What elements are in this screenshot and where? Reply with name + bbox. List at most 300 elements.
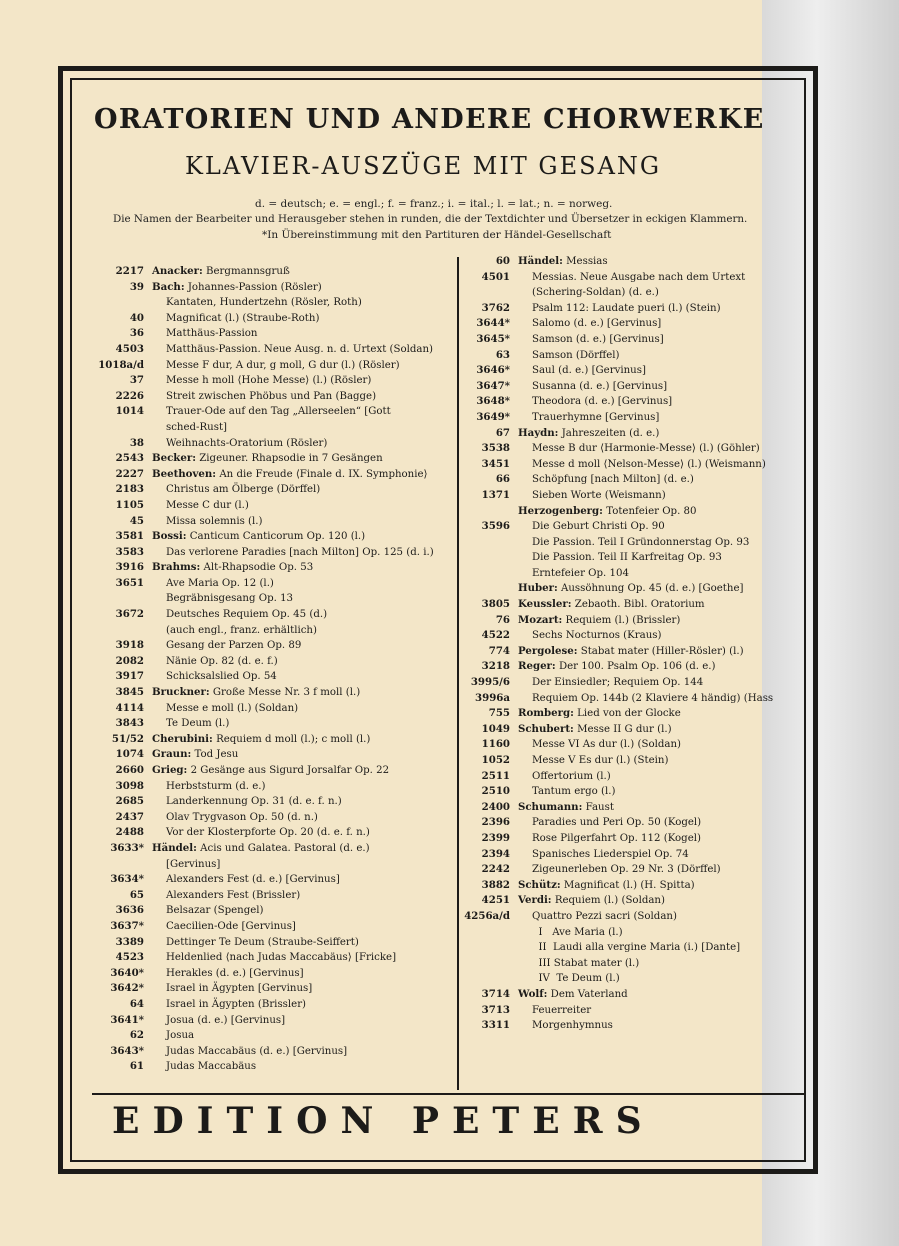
work-title: Messe C dur (l.) [166,499,249,511]
work-title: Johannes-Passion (Rösler) [187,281,322,293]
work-title: An die Freude ⟨Finale d. IX. Symphonie⟩ [219,468,428,480]
catalog-work [518,379,667,395]
catalog-entry [462,472,802,488]
right-catalog-column [462,254,802,1034]
catalog-number: 4503 [115,342,144,355]
catalog-entry [462,847,802,863]
catalog-entry [462,535,802,551]
catalog-number: 3644* [476,317,510,330]
catalog-entry [462,644,802,660]
catalog-entry [96,482,451,498]
catalog-entry [462,691,802,707]
catalog-number: 62 [129,1029,144,1042]
composer-name: Pergolese: [518,644,578,657]
catalog-entry [96,514,451,530]
catalog-work [152,467,427,483]
catalog-work [152,436,327,452]
work-title: Messe e moll (l.) (Soldan) [166,702,299,714]
catalog-entry [462,753,802,769]
catalog-number: 3640* [110,966,144,979]
catalog-number: 1160 [481,738,510,751]
handel-note: *In Übereinstimmung mit den Partituren der Händel-Gesellschaft [262,229,612,241]
catalog-entry [96,701,451,717]
work-title: Samson (d. e.) [Gervinus] [532,333,664,345]
catalog-entry [96,498,451,514]
catalog-work [518,457,766,473]
catalog-entry [96,903,451,919]
work-title: Requiem (l.) (Soldan) [554,895,665,907]
work-title: Salomo (d. e.) [Gervinus] [532,318,662,330]
catalog-number: 2437 [115,810,144,823]
footer-rule [92,1093,804,1095]
catalog-number: 3649* [476,410,510,423]
catalog-entry [96,638,451,654]
catalog-work [152,701,298,717]
catalog-entry [96,607,451,623]
catalog-number: 63 [495,348,510,361]
work-title: Caecilien-Ode [Gervinus] [166,920,296,932]
catalog-entry [96,1013,451,1029]
catalog-entry [462,426,802,442]
catalog-entry [462,628,802,644]
work-title: Kantaten, Hundertzehn (Rösler, Roth) [166,297,362,309]
catalog-work [518,270,745,286]
catalog-entry [96,654,451,670]
catalog-work [152,935,359,951]
catalog-work [518,597,705,613]
catalog-work [518,769,611,785]
catalog-work [518,285,659,301]
catalog-work [518,1003,591,1019]
catalog-number: 3311 [481,1019,510,1032]
catalog-entry [462,1018,802,1034]
catalog-work [518,566,629,582]
catalog-number: 3581 [115,530,144,543]
work-title: Jahreszeiten (d. e.) [561,427,660,439]
work-title: Vor der Klosterpforte Op. 20 (d. e. f. n.) [166,827,370,839]
catalog-number: 3389 [115,935,144,948]
work-title: Canticum Canticorum Op. 120 (l.) [189,531,366,543]
catalog-work [152,810,318,826]
work-title: Israel in Ägypten (Brissler) [166,998,307,1010]
catalog-work [152,545,434,561]
catalog-number: 2488 [115,826,144,839]
catalog-number: 2510 [481,785,510,798]
work-title: Psalm 112: Laudate pueri (l.) (Stein) [532,302,721,314]
catalog-work [152,326,257,342]
catalog-number: 3917 [115,670,144,683]
catalog-number: 2399 [481,831,510,844]
catalog-work [152,560,313,576]
work-title: Spanisches Liederspiel Op. 74 [532,848,689,860]
catalog-entry [462,394,802,410]
catalog-entry [96,747,451,763]
catalog-number: 2543 [115,452,144,465]
work-title: Bergmannsgruß [206,266,290,277]
catalog-work [518,488,666,504]
catalog-entry [462,504,802,520]
work-title: Matthäus-Passion [166,328,258,340]
catalog-work [152,623,317,639]
work-title: Theodora (d. e.) [Gervinus] [532,396,673,408]
catalog-number: 2227 [115,467,144,480]
catalog-entry [462,613,802,629]
composer-name: Cherubini: [152,732,213,745]
catalog-work [518,722,672,738]
catalog-number: 1014 [115,405,144,418]
catalog-entry [96,888,451,904]
catalog-number: 38 [129,436,144,449]
catalog-work [518,800,614,816]
catalog-number: 3713 [481,1003,510,1016]
catalog-entry [96,1044,451,1060]
catalog-work [518,940,740,956]
catalog-number: 3882 [481,878,510,891]
catalog-entry [462,316,802,332]
composer-name: Herzogenberg: [518,504,603,517]
catalog-number: 3646* [476,364,510,377]
catalog-number: 1018a/d [98,358,144,371]
work-title: Dem Vaterland [550,988,628,1000]
catalog-entry [462,784,802,800]
catalog-work [152,825,370,841]
catalog-work [152,295,362,311]
catalog-work [518,316,661,332]
catalog-entry [96,669,451,685]
catalog-entry [462,457,802,473]
page-subtitle: KLAVIER-AUSZÜGE MIT GESANG [185,152,662,180]
catalog-work [518,862,721,878]
catalog-number: 3995/6 [470,676,510,689]
composer-name: Bruckner: [152,686,210,699]
composer-name: Schütz: [518,878,561,891]
work-title: [Gervinus] [166,858,221,870]
work-title: Totenfeier Op. 80 [606,505,697,517]
catalog-entry [96,763,451,779]
catalog-work [152,389,376,405]
catalog-number: 1049 [481,722,510,735]
catalog-work [518,893,665,909]
catalog-number: 2217 [115,265,144,277]
catalog-number: 2685 [115,795,144,808]
catalog-entry [462,862,802,878]
catalog-work [518,441,760,457]
catalog-work [152,716,229,732]
catalog-entry [462,722,802,738]
catalog-entry [462,581,802,597]
work-title: Requiem d moll (l.); c moll (l.) [216,733,371,745]
catalog-work [518,363,646,379]
catalog-work [152,482,320,498]
catalog-number: 4114 [115,701,144,714]
catalog-number: 3538 [481,442,510,455]
catalog-entry [96,576,451,592]
catalog-entry [462,410,802,426]
catalog-entry [96,389,451,405]
catalog-work [152,841,370,857]
catalog-work [152,1028,194,1044]
catalog-work [518,394,672,410]
catalog-number: 39 [129,280,144,293]
work-title: Magnificat (l.) (Straube-Roth) [166,312,320,324]
catalog-number: 64 [129,997,144,1010]
catalog-entry [462,1003,802,1019]
catalog-number: 3633* [110,841,144,854]
catalog-entry [96,732,451,748]
catalog-work [518,581,743,597]
work-title: Aussöhnung Op. 45 (d. e.) [Goethe] [561,583,744,595]
composer-name: Wolf: [518,987,548,1000]
catalog-work [152,763,389,779]
catalog-entry [462,254,802,270]
catalog-number: 3643* [110,1044,144,1057]
composer-name: Huber: [518,582,558,595]
catalog-work [152,669,277,685]
catalog-work [518,426,659,442]
catalog-entry [462,363,802,379]
work-title: III Stabat mater (l.) [532,957,640,969]
catalog-number: 2226 [115,389,144,402]
work-title: Die Passion. Teil I Gründonnerstag Op. 93 [532,536,750,548]
work-title: I Ave Maria (l.) [532,926,623,938]
composer-name: Schumann: [518,800,583,813]
catalog-work [518,925,623,941]
catalog-work [518,706,681,722]
work-title: Judas Maccabäus (d. e.) [Gervinus] [166,1045,348,1057]
work-title: Alexanders Fest (d. e.) [Gervinus] [166,874,340,886]
catalog-entry [96,295,451,311]
catalog-work [152,498,249,514]
catalog-entry [96,981,451,997]
work-title: Lied von der Glocke [577,708,681,720]
composer-name: Mozart: [518,613,563,626]
catalog-number: 3645* [476,332,510,345]
catalog-work [152,311,319,327]
work-title: Messias [566,256,608,267]
work-title: Christus am Ölberge (Dörffel) [166,484,321,496]
catalog-number: 4522 [481,629,510,642]
catalog-work [152,1059,256,1075]
catalog-entry [462,815,802,831]
catalog-work [518,628,661,644]
composer-name: Bach: [152,280,185,293]
catalog-work [518,909,677,925]
work-title: Große Messe Nr. 3 f moll (l.) [212,687,361,699]
catalog-number: 40 [129,311,144,324]
work-title: Tod Jesu [194,749,239,761]
catalog-entry [96,950,451,966]
catalog-number: 774 [488,644,510,657]
catalog-work [518,753,668,769]
catalog-entry [462,800,802,816]
catalog-number: 66 [495,473,510,486]
catalog-entry [96,935,451,951]
composer-name: Romberg: [518,707,574,720]
catalog-work [152,779,266,795]
work-title: Judas Maccabäus [166,1061,257,1073]
work-title: Offertorium (l.) [532,770,611,782]
catalog-work [152,451,383,467]
work-title: (auch engl., franz. erhältlich) [166,624,317,636]
catalog-entry [462,659,802,675]
catalog-number: 60 [495,255,510,267]
catalog-work [518,332,664,348]
catalog-number: 76 [495,613,510,626]
catalog-entry [96,451,451,467]
catalog-entry [96,794,451,810]
catalog-number: 36 [129,327,144,340]
catalog-work [518,644,744,660]
work-title: Herakles (d. e.) [Gervinus] [166,967,304,979]
abbreviation-note: d. = deutsch; e. = engl.; f. = franz.; i. = ital.; l. = lat.; n. = norweg. [255,198,613,210]
work-title: (Schering-Soldan) (d. e.) [532,287,659,299]
catalog-number: 51/52 [111,732,144,745]
catalog-entry [462,987,802,1003]
work-title: Der Einsiedler; Requiem Op. 144 [532,677,704,689]
work-title: Deutsches Requiem Op. 45 (d.) [166,609,328,621]
catalog-number: 67 [495,426,510,439]
catalog-number: 3641* [110,1013,144,1026]
catalog-entry [462,348,802,364]
catalog-work [518,535,749,551]
catalog-entry [96,857,451,873]
left-catalog-column [96,264,451,1075]
catalog-number: 3596 [481,520,510,533]
composer-name: Becker: [152,452,196,465]
catalog-number: 61 [129,1060,144,1073]
catalog-work [518,472,694,488]
catalog-entry [96,545,451,561]
catalog-work [152,404,391,420]
work-title: Josua [166,1030,195,1042]
work-title: Herbststurm (d. e.) [166,780,266,792]
work-title: Quattro Pezzi sacri (Soldan) [532,910,677,922]
catalog-work [152,794,342,810]
catalog-work [518,831,701,847]
catalog-entry [462,285,802,301]
work-title: Ave Maria Op. 12 (l.) [166,577,274,589]
catalog-work [518,613,680,629]
catalog-entry [462,488,802,504]
catalog-entry [462,550,802,566]
work-title: Morgenhymnus [532,1020,613,1032]
catalog-work [518,1018,613,1034]
work-title: Zigeuner. Rhapsodie in 7 Gesängen [199,453,383,465]
catalog-work [152,654,278,670]
work-title: Weihnachts-Oratorium (Rösler) [166,437,328,449]
catalog-work [518,410,659,426]
column-divider [457,257,459,1090]
catalog-work [152,903,263,919]
catalog-entry [96,841,451,857]
catalog-work [152,358,400,374]
catalog-number: 2396 [481,816,510,829]
catalog-entry [96,872,451,888]
catalog-entry [96,264,451,280]
catalog-work [152,1044,347,1060]
catalog-entry [462,379,802,395]
catalog-number: 3843 [115,717,144,730]
work-title: Requiem (l.) (Brissler) [565,614,681,626]
catalog-entry [462,675,802,691]
catalog-work [518,956,639,972]
work-title: Die Passion. Teil II Karfreitag Op. 93 [532,552,722,564]
catalog-work [152,950,396,966]
catalog-number: 2394 [481,847,510,860]
catalog-entry [96,467,451,483]
catalog-work [152,888,300,904]
catalog-number: 3996a [475,691,510,704]
work-title: Messe d moll ⟨Nelson-Messe⟩ (l.) (Weismann) [532,458,766,470]
catalog-entry [462,878,802,894]
catalog-entry [96,1059,451,1075]
catalog-number: 3918 [115,639,144,652]
catalog-work [152,1013,285,1029]
catalog-work [518,301,721,317]
catalog-work [152,872,340,888]
composer-name: Händel: [518,255,563,267]
catalog-number: 3451 [481,457,510,470]
catalog-entry [96,280,451,296]
catalog-entry [96,779,451,795]
catalog-number: 1074 [115,748,144,761]
work-title: Matthäus-Passion. Neue Ausg. n. d. Urtext (Soldan) [166,343,433,355]
catalog-work [152,732,370,748]
catalog-number: 65 [129,888,144,901]
catalog-work [518,348,620,364]
composer-name: Anacker: [152,265,203,277]
work-title: Missa solemnis (l.) [166,515,263,527]
work-title: Josua (d. e.) [Gervinus] [166,1014,286,1026]
work-title: Streit zwischen Phöbus und Pan (Bagge) [166,390,377,402]
catalog-number: 3845 [115,686,144,699]
catalog-work [152,373,371,389]
work-title: Zigeunerleben Op. 29 Nr. 3 (Dörffel) [532,864,721,876]
work-title: Heldenlied ⟨nach Judas Maccabäus⟩ [Fricke] [166,952,397,964]
work-title: Messe V Es dur (l.) (Stein) [532,755,669,766]
catalog-work [518,504,697,520]
work-title: 2 Gesänge aus Sigurd Jorsalfar Op. 22 [190,765,390,776]
catalog-number: 3647* [476,379,510,392]
catalog-entry [462,925,802,941]
catalog-number: 37 [129,374,144,387]
catalog-entry [462,971,802,987]
work-title: Nänie Op. 82 (d. e. f.) [166,655,278,667]
catalog-work [518,691,773,707]
catalog-entry [462,270,802,286]
catalog-work [152,514,263,530]
work-title: Acis und Galatea. Pastoral (d. e.) [200,842,370,854]
catalog-entry [96,810,451,826]
catalog-work [152,638,301,654]
work-title: Alt-Rhapsodie Op. 53 [203,562,314,574]
catalog-number: 3672 [115,608,144,621]
composer-name: Brahms: [152,561,201,574]
work-title: Faust [585,801,614,813]
work-title: Gesang der Parzen Op. 89 [166,640,302,652]
catalog-work [518,737,681,753]
catalog-work [518,254,608,270]
catalog-work [152,280,322,296]
catalog-work [152,264,290,280]
work-title: Sechs Nocturnos (Kraus) [532,630,662,642]
composer-name: Bossi: [152,530,187,543]
catalog-entry [96,919,451,935]
catalog-work [518,519,665,535]
work-title: sched-Rust] [166,421,228,433]
catalog-entry [462,940,802,956]
work-title: Messe h moll ⟨Hohe Messe⟩ (l.) (Rösler) [166,375,372,387]
